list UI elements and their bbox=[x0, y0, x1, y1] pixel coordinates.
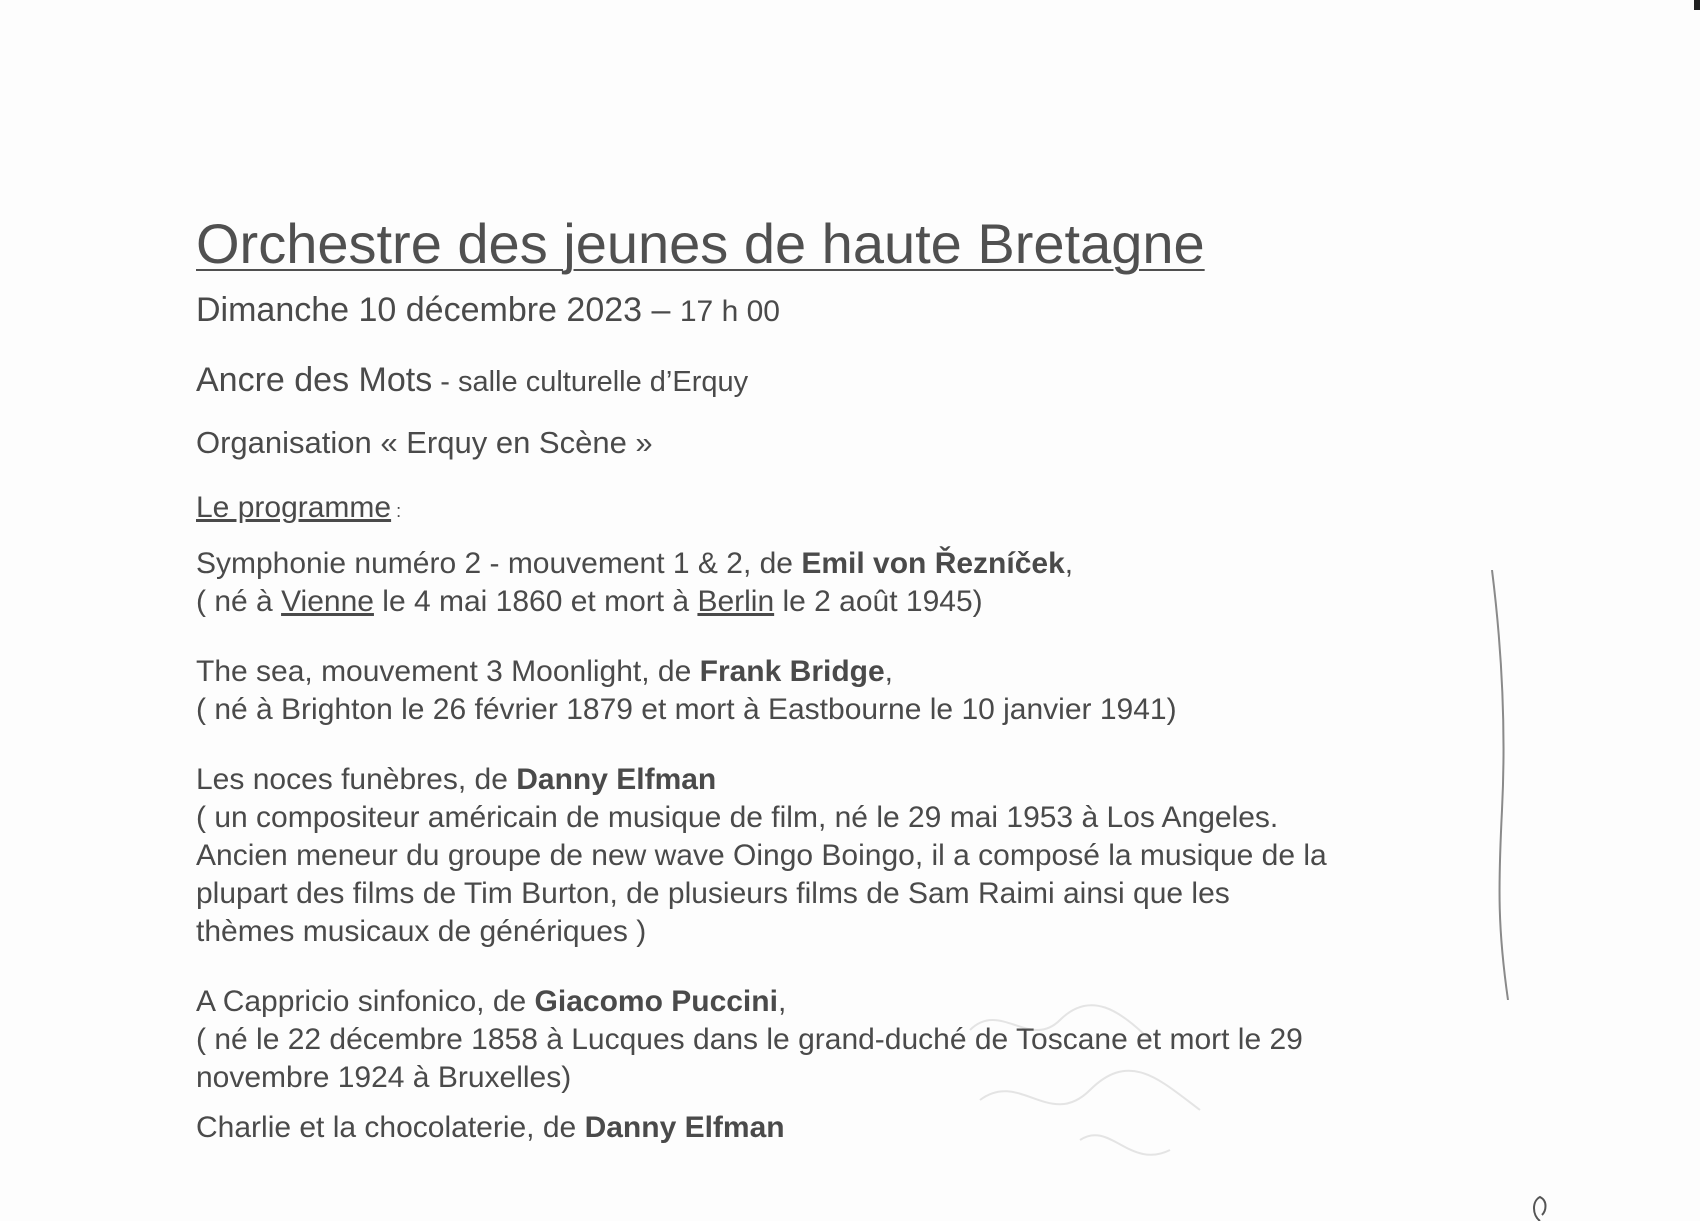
concert-date: Dimanche 10 décembre 2023 bbox=[196, 291, 643, 329]
punctuation: , bbox=[777, 985, 787, 1018]
venue-name: Ancre des Mots bbox=[196, 361, 433, 399]
concert-title: Orchestre des jeunes de haute Bretagne bbox=[196, 212, 1205, 275]
program-entry bbox=[196, 761, 1516, 951]
entry-title-line bbox=[196, 1109, 1516, 1147]
bio-city-link: Vienne bbox=[281, 585, 374, 618]
bio-text: le 2 août 1945) bbox=[774, 585, 983, 618]
composer-bio-line: ( né à Brighton le 26 février 1879 et mort à Eastbourne le 10 janvier 1941) bbox=[196, 693, 1177, 726]
organisation-line: Organisation « Erquy en Scène » bbox=[196, 425, 653, 460]
composer-bio-line: novembre 1924 à Bruxelles) bbox=[196, 1061, 572, 1094]
composer-bio-line: ( un compositeur américain de musique de film, né le 29 mai 1953 à Los Angeles. bbox=[196, 801, 1279, 834]
bio-text: ( né à bbox=[196, 585, 282, 618]
work-title: Symphonie numéro 2 - mouvement 1 & 2, de bbox=[196, 547, 802, 580]
work-title: Charlie et la chocolaterie, de bbox=[196, 1111, 585, 1144]
program-label: Le programme bbox=[196, 491, 392, 524]
document-content bbox=[196, 212, 1516, 1147]
entry-title-line bbox=[196, 653, 1516, 691]
program-entry bbox=[196, 545, 1516, 621]
entry-title-line bbox=[196, 545, 1516, 583]
venue-subtitle: - salle culturelle d’Erquy bbox=[432, 366, 749, 398]
concert-date-line bbox=[196, 290, 1516, 332]
concert-time: 17 h 00 bbox=[679, 295, 780, 328]
composer-bio-line: ( né le 22 décembre 1858 à Lucques dans le grand-duché de Toscane et mort le 29 bbox=[196, 1023, 1303, 1056]
program-colon: : bbox=[391, 501, 402, 521]
program-entry bbox=[196, 983, 1516, 1097]
margin-pen-mark bbox=[1488, 570, 1512, 1000]
program-entry bbox=[196, 653, 1516, 729]
composer-bio-line bbox=[196, 583, 1516, 621]
work-title: Les noces funèbres, de bbox=[196, 763, 517, 796]
composer-bio-line: Ancien meneur du groupe de new wave Oingo Boingo, il a composé la musique de la bbox=[196, 839, 1327, 872]
program-heading bbox=[196, 490, 1516, 529]
composer-name: Emil von Řezníček bbox=[801, 547, 1065, 580]
scan-edge-mark bbox=[1694, 0, 1700, 10]
date-separator: – bbox=[642, 291, 680, 329]
composer-name: Danny Elfman bbox=[516, 763, 717, 796]
punctuation: , bbox=[1064, 547, 1074, 580]
venue-line bbox=[196, 360, 1516, 402]
punctuation: , bbox=[884, 655, 894, 688]
composer-name: Giacomo Puccini bbox=[534, 985, 778, 1018]
entry-title-line bbox=[196, 761, 1516, 799]
composer-bio-line: thèmes musicaux de génériques ) bbox=[196, 915, 647, 948]
bio-city-link: Berlin bbox=[697, 585, 775, 618]
composer-name: Danny Elfman bbox=[584, 1111, 785, 1144]
work-title: A Cappricio sinfonico, de bbox=[196, 985, 535, 1018]
bio-text: le 4 mai 1860 et mort à bbox=[373, 585, 698, 618]
composer-name: Frank Bridge bbox=[699, 655, 885, 688]
program-entry bbox=[196, 1109, 1516, 1147]
composer-bio-line: plupart des films de Tim Burton, de plusieurs films de Sam Raimi ainsi que les bbox=[196, 877, 1230, 910]
work-title: The sea, mouvement 3 Moonlight, de bbox=[196, 655, 700, 688]
show-through-handwriting bbox=[960, 990, 1260, 1190]
corner-pen-mark bbox=[1530, 1195, 1550, 1221]
entry-title-line bbox=[196, 983, 1516, 1021]
